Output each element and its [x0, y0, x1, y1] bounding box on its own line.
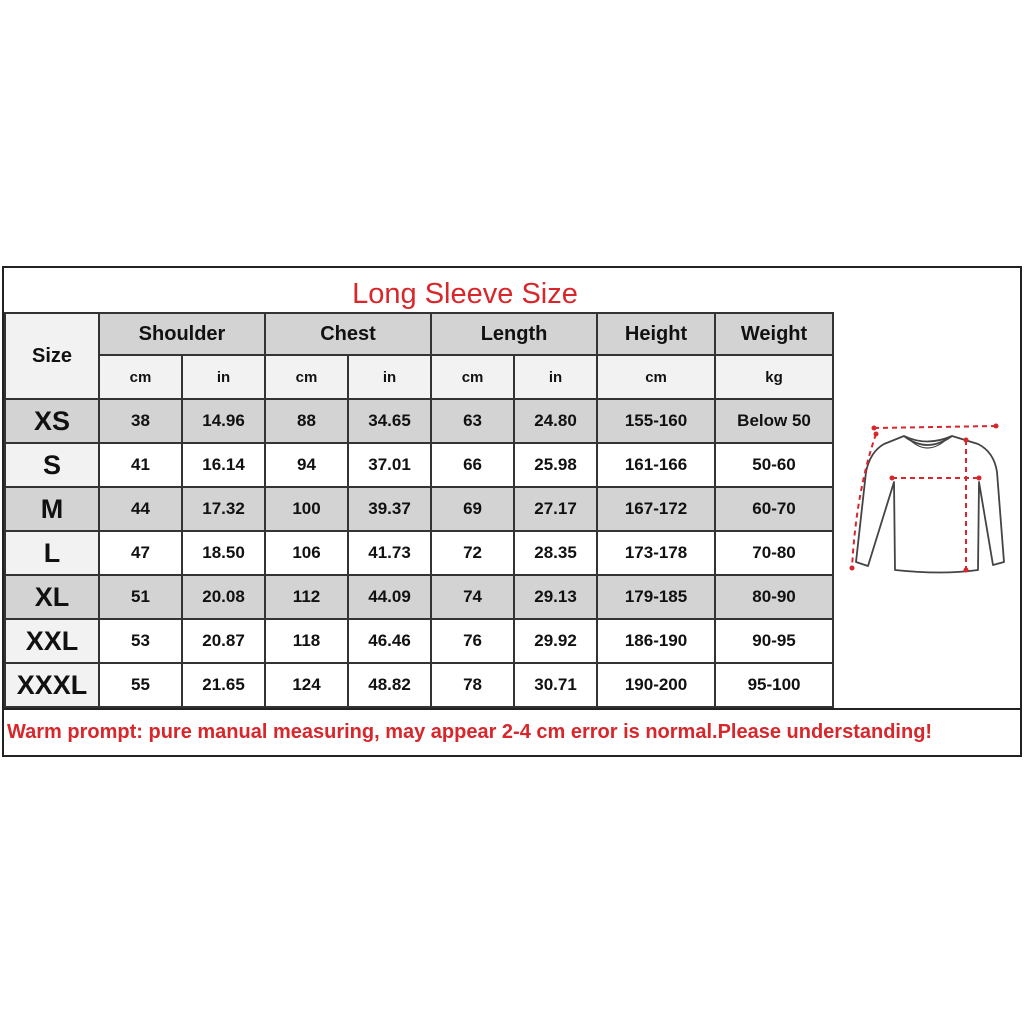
group-header-row — [5, 313, 833, 355]
length-in-cell: 25.98 — [514, 443, 597, 487]
size-cell: XL — [5, 575, 99, 619]
size-cell: L — [5, 531, 99, 575]
long-sleeve-shirt-icon — [834, 312, 1020, 708]
size-chart — [2, 266, 1022, 757]
chest-cm-cell: 112 — [265, 575, 348, 619]
unit-header: cm — [431, 355, 514, 399]
shoulder-cm-cell: 55 — [99, 663, 182, 707]
weight-cell: 70-80 — [715, 531, 833, 575]
weight-cell: 60-70 — [715, 487, 833, 531]
weight-cell: 50-60 — [715, 443, 833, 487]
shoulder-cm-cell: 44 — [99, 487, 182, 531]
size-table — [4, 312, 834, 708]
weight-cell: 80-90 — [715, 575, 833, 619]
length-in-cell: 30.71 — [514, 663, 597, 707]
shoulder-header: Shoulder — [99, 313, 265, 355]
chest-cm-cell: 106 — [265, 531, 348, 575]
table-row — [5, 443, 833, 487]
length-cm-cell: 66 — [431, 443, 514, 487]
shoulder-in-cell: 21.65 — [182, 663, 265, 707]
unit-header: cm — [265, 355, 348, 399]
unit-header: cm — [99, 355, 182, 399]
shoulder-cm-cell: 51 — [99, 575, 182, 619]
size-cell: XS — [5, 399, 99, 443]
size-cell: XXXL — [5, 663, 99, 707]
chest-cm-cell: 100 — [265, 487, 348, 531]
unit-header-row — [5, 355, 833, 399]
height-cell: 190-200 — [597, 663, 715, 707]
chest-cm-cell: 118 — [265, 619, 348, 663]
chart-title: Long Sleeve Size — [352, 278, 578, 310]
height-cell: 161-166 — [597, 443, 715, 487]
shoulder-cm-cell: 38 — [99, 399, 182, 443]
height-header: Height — [597, 313, 715, 355]
shoulder-in-cell: 16.14 — [182, 443, 265, 487]
unit-header: in — [514, 355, 597, 399]
chest-in-cell: 44.09 — [348, 575, 431, 619]
shoulder-in-cell: 20.87 — [182, 619, 265, 663]
weight-cell: 90-95 — [715, 619, 833, 663]
table-row — [5, 619, 833, 663]
chest-in-cell: 37.01 — [348, 443, 431, 487]
length-cm-cell: 74 — [431, 575, 514, 619]
size-cell: XXL — [5, 619, 99, 663]
table-row — [5, 487, 833, 531]
measurement-illustration — [832, 312, 1020, 708]
measurement-note: Warm prompt: pure manual measuring, may appear 2-4 cm error is normal.Please understanding! — [4, 708, 1020, 755]
chest-cm-cell: 94 — [265, 443, 348, 487]
shoulder-in-cell: 14.96 — [182, 399, 265, 443]
height-cell: 155-160 — [597, 399, 715, 443]
table-row — [5, 399, 833, 443]
height-cell: 167-172 — [597, 487, 715, 531]
chest-cm-cell: 124 — [265, 663, 348, 707]
shoulder-in-cell: 20.08 — [182, 575, 265, 619]
chest-in-cell: 48.82 — [348, 663, 431, 707]
shoulder-cm-cell: 41 — [99, 443, 182, 487]
size-cell: M — [5, 487, 99, 531]
shoulder-in-cell: 17.32 — [182, 487, 265, 531]
length-cm-cell: 72 — [431, 531, 514, 575]
length-in-cell: 28.35 — [514, 531, 597, 575]
chest-cm-cell: 88 — [265, 399, 348, 443]
height-cell: 173-178 — [597, 531, 715, 575]
table-row — [5, 531, 833, 575]
height-cell: 179-185 — [597, 575, 715, 619]
height-cell: 186-190 — [597, 619, 715, 663]
unit-header: in — [182, 355, 265, 399]
shoulder-cm-cell: 53 — [99, 619, 182, 663]
length-header: Length — [431, 313, 597, 355]
length-cm-cell: 69 — [431, 487, 514, 531]
chest-in-cell: 41.73 — [348, 531, 431, 575]
length-in-cell: 24.80 — [514, 399, 597, 443]
table-row — [5, 663, 833, 707]
weight-cell: 95-100 — [715, 663, 833, 707]
chest-in-cell: 34.65 — [348, 399, 431, 443]
weight-cell: Below 50 — [715, 399, 833, 443]
chest-in-cell: 39.37 — [348, 487, 431, 531]
chest-header: Chest — [265, 313, 431, 355]
length-cm-cell: 76 — [431, 619, 514, 663]
size-header: Size — [5, 313, 99, 399]
weight-header: Weight — [715, 313, 833, 355]
length-in-cell: 27.17 — [514, 487, 597, 531]
length-in-cell: 29.13 — [514, 575, 597, 619]
unit-header: in — [348, 355, 431, 399]
table-row — [5, 575, 833, 619]
size-cell: S — [5, 443, 99, 487]
shoulder-in-cell: 18.50 — [182, 531, 265, 575]
chest-in-cell: 46.46 — [348, 619, 431, 663]
length-cm-cell: 63 — [431, 399, 514, 443]
unit-header: kg — [715, 355, 833, 399]
length-cm-cell: 78 — [431, 663, 514, 707]
shoulder-cm-cell: 47 — [99, 531, 182, 575]
unit-header: cm — [597, 355, 715, 399]
length-in-cell: 29.92 — [514, 619, 597, 663]
